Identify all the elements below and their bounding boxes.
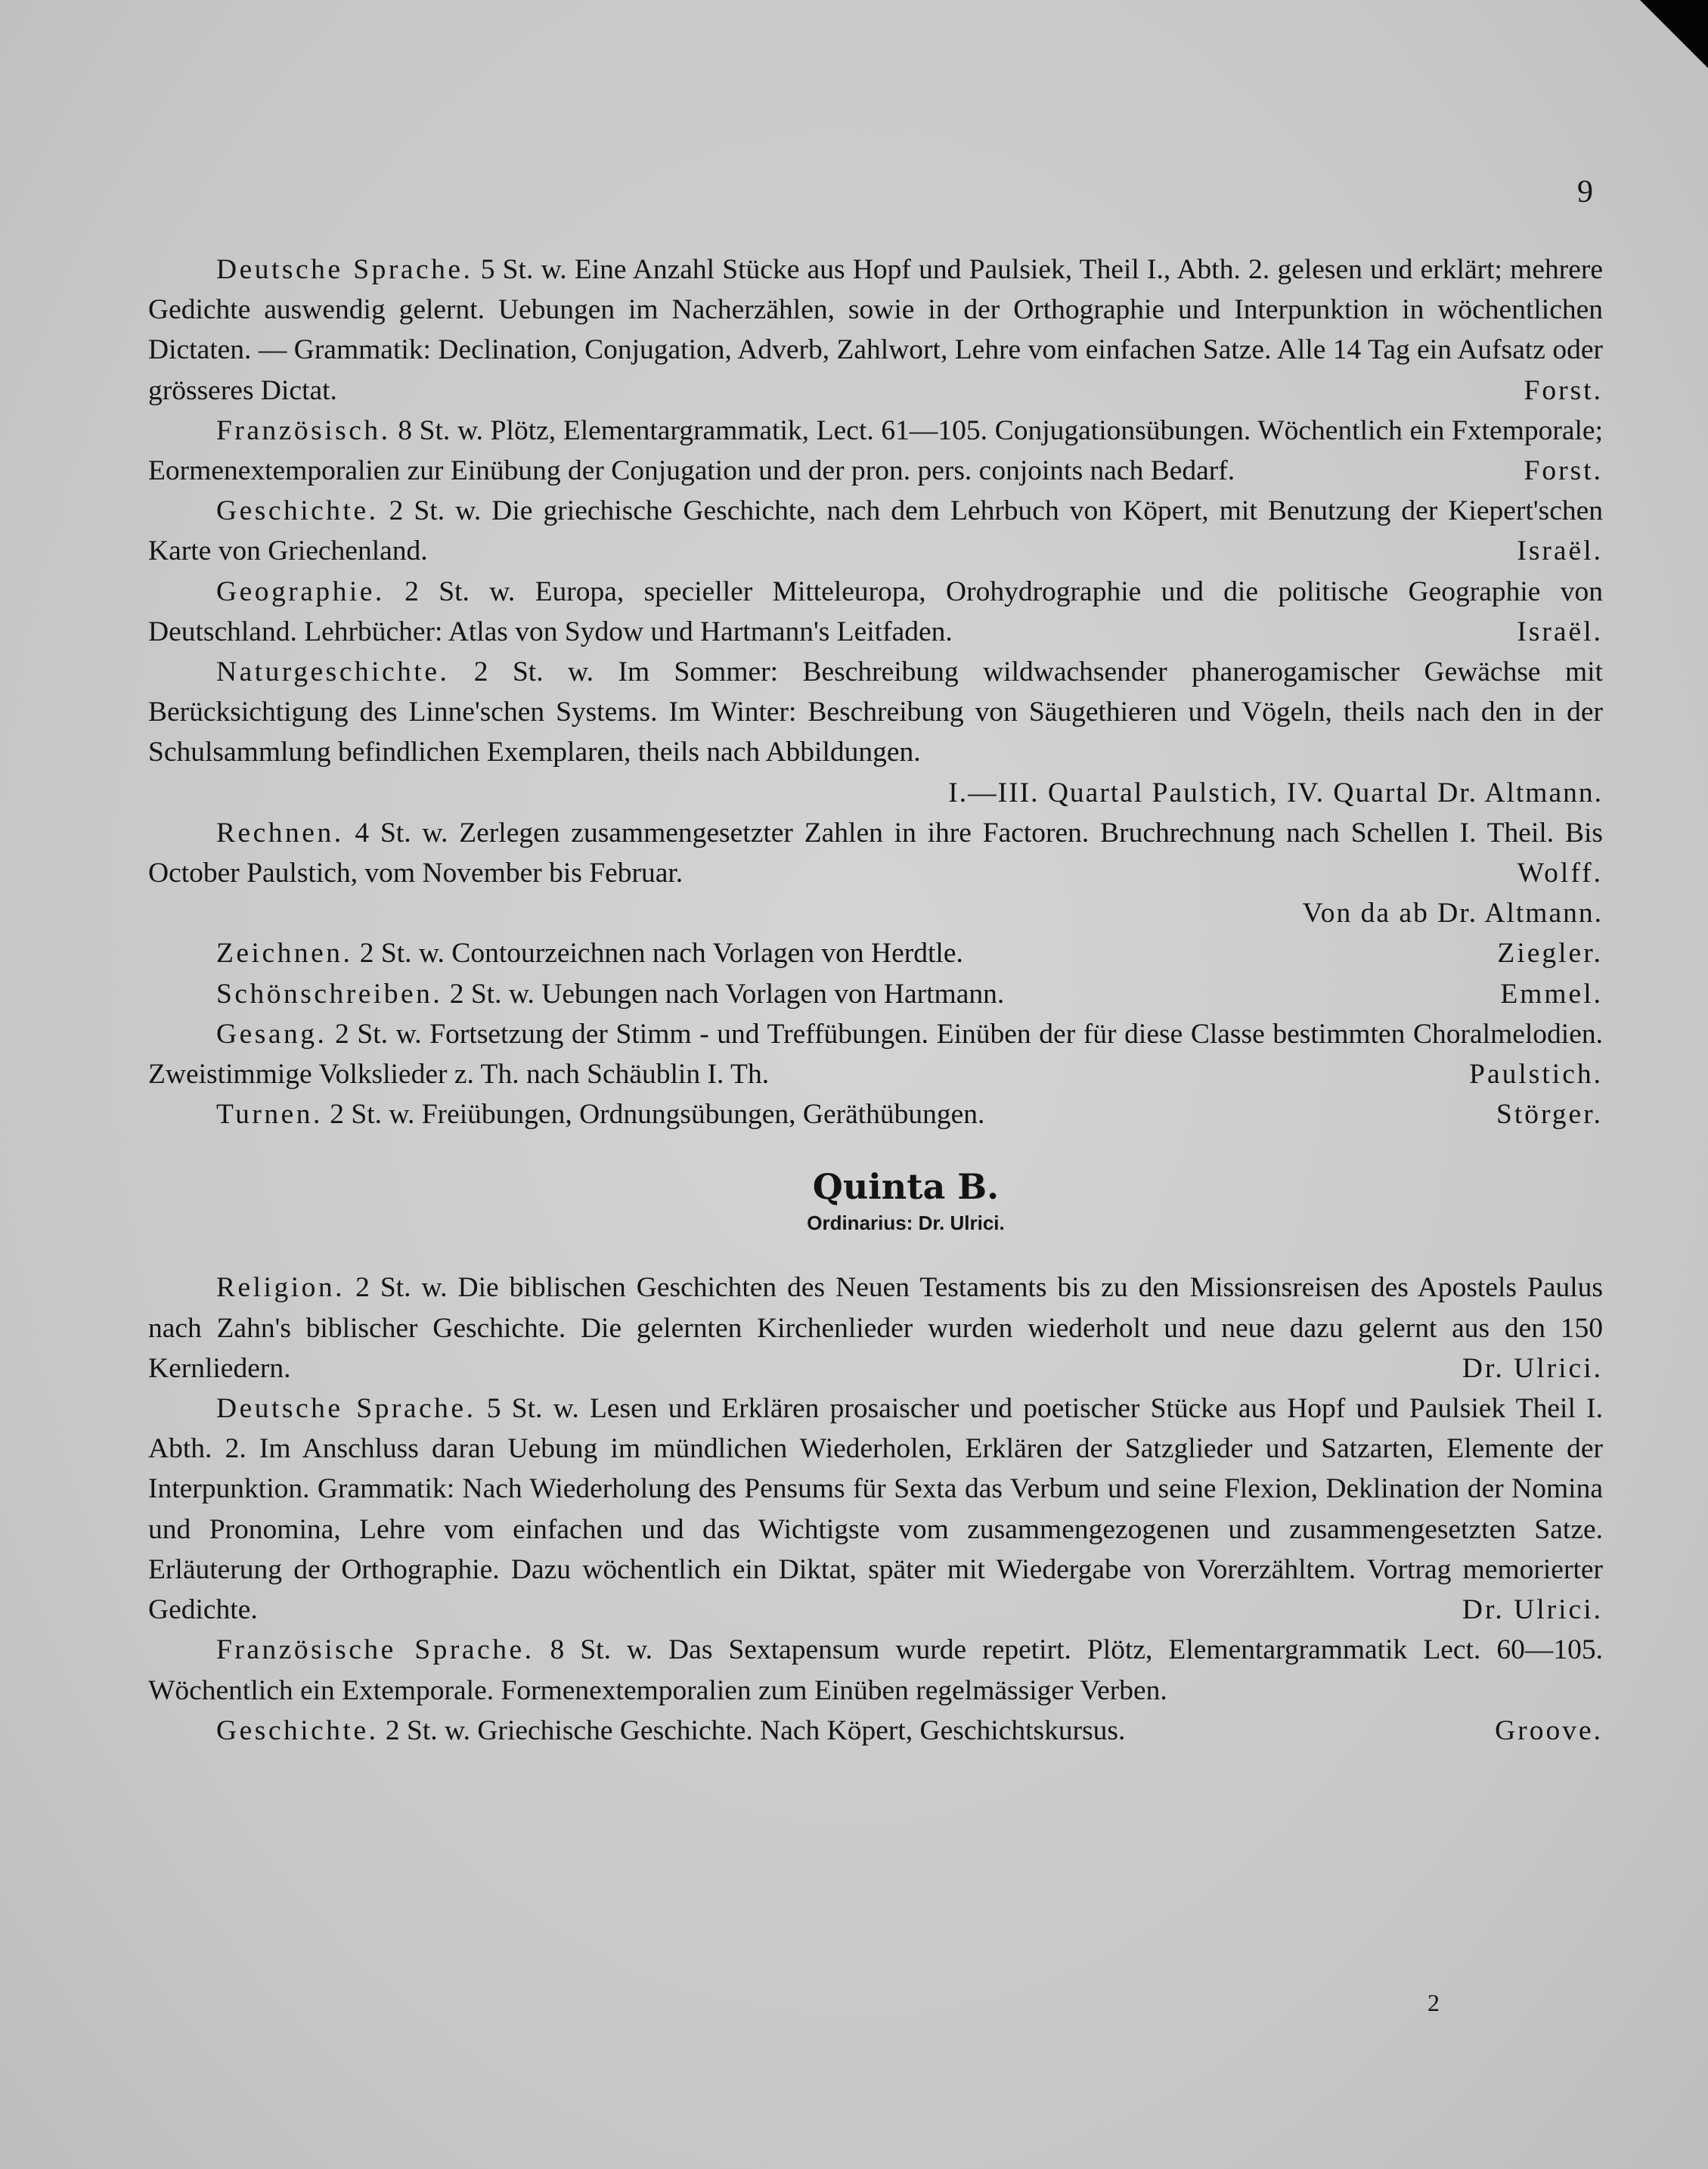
teacher-name: Forst. [1524,374,1603,406]
paragraph-text: 2 St. w. Freiübungen, Ordnungsübungen, Geräthübungen. [330,1099,985,1131]
paragraph-naturgeschichte [148,652,1603,773]
paragraph-text: 8 St. w. Das Sextapensum wurde repetirt. Plötz, Elementargrammatik Lect. 60—105. Wöchentlich ein Extemporale. Formenextemporalien zum Einüben regelmässiger Verben. [148,1634,1603,1706]
paragraph-text: 5 St. w. Eine Anzahl Stücke aus Hopf und Paulsiek, Theil I., Abth. 2. gelesen und erklärt; mehrere Gedichte auswendig gelernt. Uebungen im Nacherzählen, sowie in der Orthographie und Interpunktion in wöchentlichen Dictaten. — Grammatik: Declination, Conjugation, Adverb, Zahlwort, Lehre vom einfachen Satze. Alle 14 Tag ein Aufsatz oder grösseres Dictat. [148,254,1603,406]
subject-label: Deutsche Sprache. [216,254,473,285]
teacher-name: Emmel. [1500,978,1603,1010]
subject-label: Turnen. [216,1099,323,1131]
paragraph-gesang [148,1014,1603,1094]
paragraph-text: 2 St. w. Uebungen nach Vorlagen von Hartmann. [449,978,1005,1010]
paragraph-geschichte-quinta [148,1711,1603,1751]
teacher-name: Dr. Ulrici. [1462,1594,1603,1626]
paragraph-geographie [148,572,1603,652]
subject-label: Religion. [216,1272,346,1304]
paragraph-text: 2 St. w. Contourzeichnen nach Vorlagen von Herdtle. [359,938,963,970]
paragraph-rechnen [148,813,1603,893]
signature-mark: 2 [1427,1989,1440,2016]
paragraph-religion [148,1268,1603,1389]
subject-label: Schönschreiben. [216,978,443,1010]
paragraph-deutsche-sprache [148,250,1603,411]
teacher-name-secondary: Von da ab Dr. Altmann. [1302,898,1603,929]
subject-label: Zeichnen. [216,938,353,970]
teacher-name: Ziegler. [1497,938,1603,970]
teacher-name: Forst. [1524,455,1603,487]
subject-label: Geographie. [216,576,385,607]
teacher-name: Dr. Ulrici. [1462,1352,1603,1384]
paragraph-text: 8 St. w. Plötz, Elementargrammatik, Lect. 61—105. Conjugationsübungen. Wöchentlich ein Fxtemporale; Eormenextemporalien zur Einübung der Conjugation und der pron. pers. conjoints nach Bedarf. [148,414,1603,487]
paragraph-text: 4 St. w. Zerlegen zusammengesetzter Zahlen in ihre Factoren. Bruchrechnung nach Schellen I. Theil. Bis October Paulstich, vom November bis Februar. [148,817,1603,889]
teacher-name: Paulstich. [1469,1059,1603,1091]
teacher-name: Israël. [1517,535,1603,567]
teacher-name: Störger. [1496,1099,1603,1131]
subject-label: Französische Sprache. [216,1634,535,1666]
ordinarius-line: Ordinarius: Dr. Ulrici. [807,1212,1005,1235]
teacher-name: Wolff. [1517,858,1603,889]
paragraph-text: 5 St. w. Lesen und Erklären prosaischer und poetischer Stücke aus Hopf und Paulsiek Theil I. Abth. 2. Im Anschluss daran Uebung im mündlichen Wiederholen, Erklären der Satzglieder und Satzarten, Elemente der Interpunktion. Grammatik: Nach Wiederholung des Pensums für Sexta das Verbum und seine Flexion, Deklination der Nomina und Pronomina, Lehre vom einfachen und das Wichtigste vom zusammengezogenen und zusammengesetzten Satze. Erläuterung der Orthographie. Dazu wöchentlich ein Diktat, später mit Wiedergabe von Vorerzähltem. Vortrag memorierter Gedichte. [148,1393,1603,1626]
subject-label: Rechnen. [216,817,344,849]
paragraph-schoenschreiben [148,974,1603,1014]
paragraph-text: 2 St. w. Fortsetzung der Stimm - und Treffübungen. Einüben der für diese Classe bestimmten Choralmelodien. Zweistimmige Volkslieder z. Th. nach Schäublin I. Th. [148,1018,1603,1091]
subject-label: Französisch. [216,414,391,446]
page-number: 9 [1577,175,1593,209]
paragraph-franzoesisch [148,411,1603,491]
subject-label: Gesang. [216,1018,327,1050]
teacher-name: Israël. [1517,616,1603,647]
paragraph-text: 2 St. w. Die biblischen Geschichten des Neuen Testaments bis zu den Missionsreisen des Apostels Paulus nach Zahn's biblischer Geschichte. Die gelernten Kirchenlieder wurden wiederholt und neue dazu gelernt aus den 150 Kernliedern. [148,1272,1604,1384]
paragraph-deutsche-sprache-quinta [148,1389,1603,1630]
section-title: Quinta B. [812,1166,1000,1208]
paragraph-text: 2 St. w. Die griechische Geschichte, nach dem Lehrbuch von Köpert, mit Benutzung der Kiepert'schen Karte von Griechenland. [148,495,1604,567]
teacher-name: I.—III. Quartal Paulstich, IV. Quartal Dr. Altmann. [948,777,1603,808]
paragraph-text: 2 St. w. Im Sommer: Beschreibung wildwachsender phanerogamischer Gewächse mit Berücksichtigung des Linne'schen Systems. Im Winter: Beschreibung von Säugethieren und Vögeln, theils nach den in der Schulsammlung befindlichen Exemplaren, theils nach Abbildungen. [148,656,1603,768]
subject-label: Naturgeschichte. [216,656,450,688]
subject-label: Deutsche Sprache. [216,1393,476,1425]
teacher-name: Groove. [1495,1714,1603,1746]
paragraph-franzoesische-sprache [148,1630,1603,1710]
subject-label: Geschichte. [216,1714,379,1746]
paragraph-turnen [148,1094,1603,1134]
scan-corner [1640,0,1708,68]
body-text [148,250,1603,1751]
subject-label: Geschichte. [216,495,379,527]
paragraph-text: 2 St. w. Europa, specieller Mitteleuropa, Orohydrographie und die politische Geographie von Deutschland. Lehrbücher: Atlas von Sydow und Hartmann's Leitfaden. [148,576,1603,647]
paragraph-text: 2 St. w. Griechische Geschichte. Nach Köpert, Geschichtskursus. [385,1714,1126,1746]
paragraph-zeichnen [148,933,1603,973]
paragraph-geschichte [148,491,1603,571]
